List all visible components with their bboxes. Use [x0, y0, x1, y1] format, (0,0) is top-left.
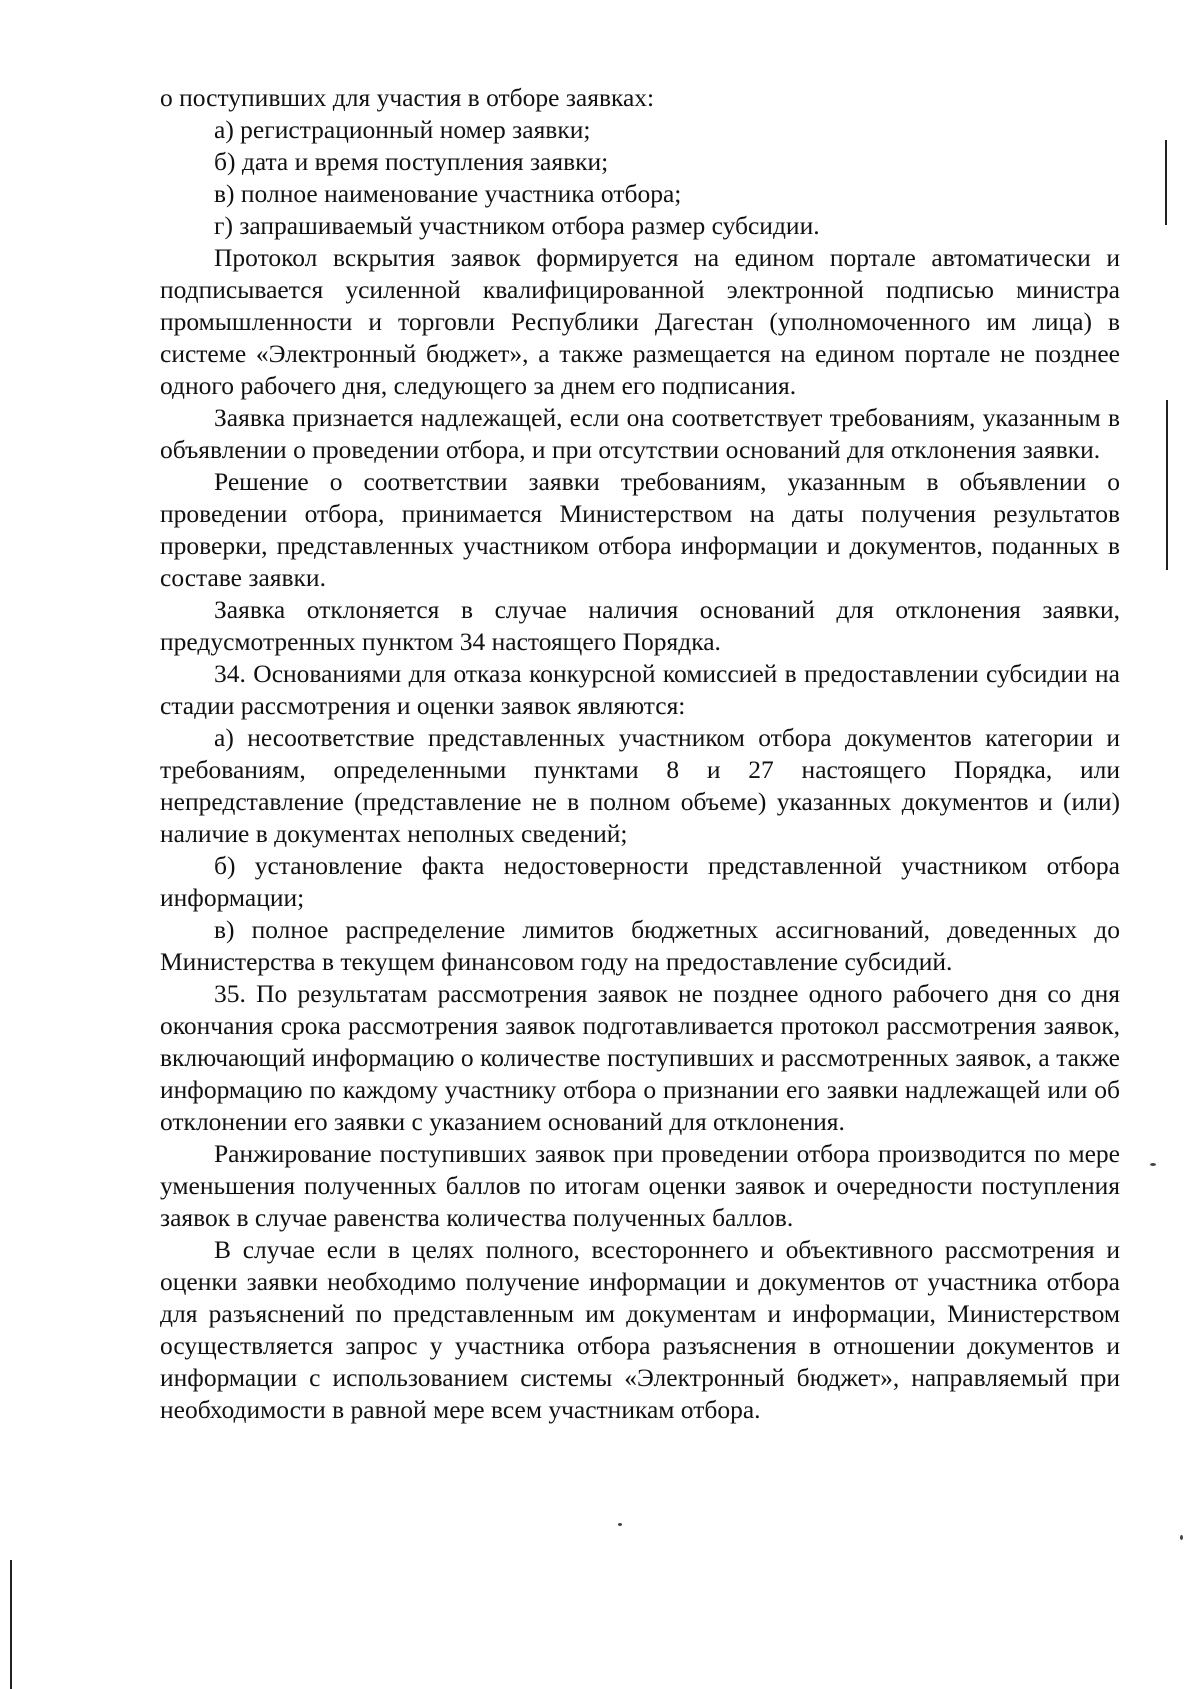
paragraph: Решение о соответствии заявки требованиям, указанным в объявлении о проведении отбора, принимается Министерством на даты получения результатов проверки, представленных участником отбора информации и документов, поданных в составе заявки.	[160, 467, 1120, 592]
paragraph: в) полное распределение лимитов бюджетных ассигнований, доведенных до Министерства в текущем финансовом году на предоставление субсидий.	[160, 915, 1120, 976]
paragraph: а) регистрационный номер заявки;	[214, 115, 591, 144]
paragraph: В случае если в целях полного, всестороннего и объективного рассмотрения и оценки заявки необходимо получение информации и документов от участника отбора для разъяснений по представленным им документам и информации, Министерством осуществляется запрос у участника отбора разъяснения в отношении документов и информации с использованием системы «Электронный бюджет», направляемый при необходимости в равной мере всем участникам отбора.	[160, 1235, 1120, 1424]
paragraph: б) дата и время поступления заявки;	[214, 147, 609, 176]
scan-edge-mark-right	[1166, 400, 1168, 570]
scan-speck	[1180, 1535, 1183, 1540]
scan-speck	[1150, 1163, 1156, 1166]
paragraph: Заявка отклоняется в случае наличия оснований для отклонения заявки, предусмотренных пунктом 34 настоящего Порядка.	[160, 595, 1120, 656]
paragraph: Ранжирование поступивших заявок при проведении отбора производится по мере уменьшения полученных баллов по итогам оценки заявок и очередности поступления заявок в случае равенства количества полученных баллов.	[160, 1139, 1120, 1232]
paragraph: а) несоответствие представленных участником отбора документов категории и требованиям, определенными пунктами 8 и 27 настоящего Порядка, или непредставление (представление не в полном объеме) указанных документов и (или) наличие в документах неполных сведений;	[160, 723, 1120, 848]
paragraph: Заявка признается надлежащей, если она соответствует требованиям, указанным в объявлении о проведении отбора, и при отсутствии оснований для отклонения заявки.	[160, 403, 1120, 464]
paragraph: Протокол вскрытия заявок формируется на едином портале автоматически и подписывается усиленной квалифицированной электронной подписью министра промышленности и торговли Республики Дагестан (уполномоченного им лица) в системе «Электронный бюджет», а также размещается на едином портале не позднее одного рабочего дня, следующего за днем его подписания.	[160, 243, 1120, 400]
paragraph: б) установление факта недостоверности представленной участником отбора информации;	[160, 851, 1120, 912]
scan-speck	[618, 1523, 622, 1526]
paragraph: 35. По результатам рассмотрения заявок не позднее одного рабочего дня со дня окончания срока рассмотрения заявок подготавливается протокол рассмотрения заявок, включающий информацию о количестве поступивших и рассмотренных заявок, а также информацию по каждому участнику отбора о признании его заявки надлежащей или об отклонении его заявки с указанием оснований для отклонения.	[160, 979, 1120, 1136]
paragraph: г) запрашиваемый участником отбора размер субсидии.	[214, 211, 820, 240]
scan-edge-mark-top-right	[1165, 140, 1167, 225]
paragraph: в) полное наименование участника отбора;	[214, 179, 682, 208]
document-page	[160, 82, 1120, 1426]
scan-edge-mark-bottom-left	[10, 1560, 12, 1689]
paragraph: 34. Основаниями для отказа конкурсной комиссией в предоставлении субсидии на стадии рассмотрения и оценки заявок являются:	[160, 659, 1120, 720]
paragraph: о поступивших для участия в отборе заявках:	[160, 83, 655, 112]
